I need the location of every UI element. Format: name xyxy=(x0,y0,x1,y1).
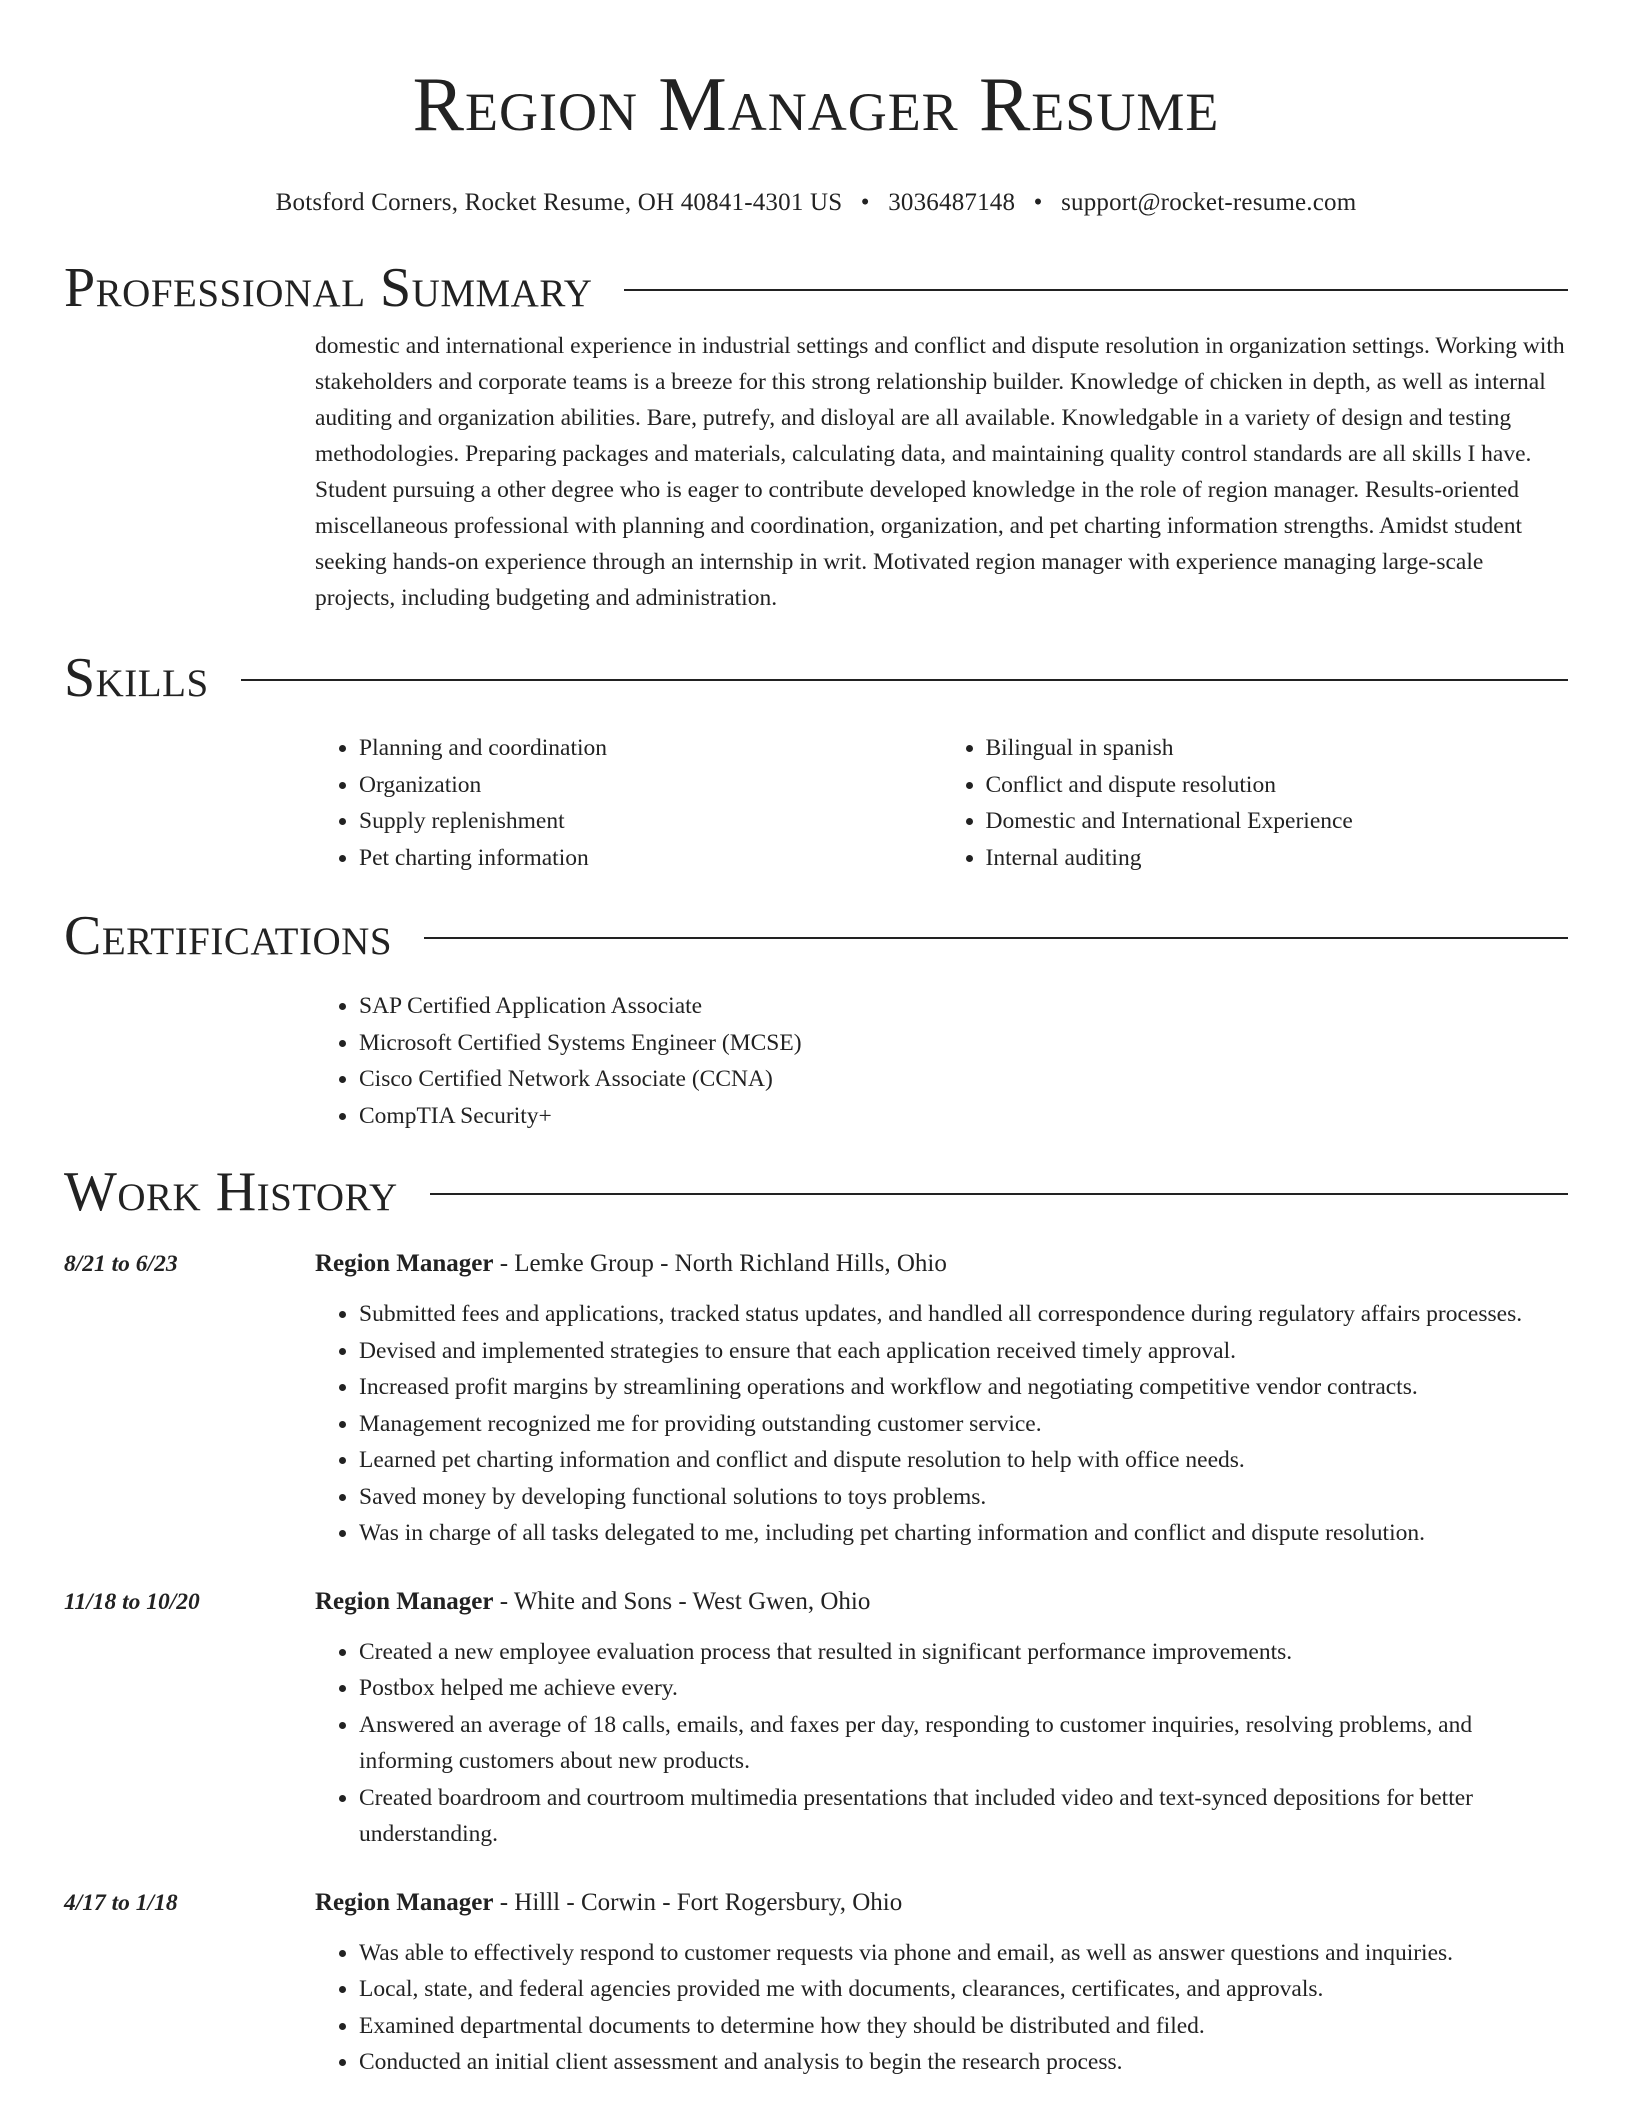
job-title: Region Manager xyxy=(315,1888,494,1916)
certification-item: • Microsoft Certified Systems Engineer (MCSE) xyxy=(359,1025,1568,1062)
work-section-header xyxy=(64,1160,1568,1224)
separator: • xyxy=(1033,189,1043,216)
job-bullet: • Conducted an initial client assessment and analysis to begin the research process. xyxy=(359,2044,1568,2081)
summary-body xyxy=(315,328,1568,616)
job-bullet: • Local, state, and federal agencies provided me with documents, clearances, certificates, and approvals. xyxy=(359,1971,1568,2008)
job-entry xyxy=(64,1885,1568,2081)
job-bullet: • Examined departmental documents to determine how they should be distributed and filed. xyxy=(359,2008,1568,2045)
section-divider xyxy=(424,937,1568,939)
skill-item: • Bilingual in spanish xyxy=(986,730,1569,767)
job-bullet: • Submitted fees and applications, tracked status updates, and handled all correspondence during regulatory affairs processes. xyxy=(359,1296,1568,1333)
skills-heading: Skills xyxy=(64,647,209,709)
job-company: - Lemke Group - North Richland Hills, Ohio xyxy=(493,1250,947,1277)
job-dates: 11/18 to 10/20 xyxy=(64,1588,200,1615)
job-company: - White and Sons - West Gwen, Ohio xyxy=(493,1587,871,1615)
job-bullets xyxy=(315,1634,1568,1853)
job-bullets xyxy=(315,1296,1568,1552)
certification-item: • Cisco Certified Network Associate (CCNA) xyxy=(359,1061,1568,1098)
job-bullet: • Was in charge of all tasks delegated to me, including pet charting information and conflict and dispute resolution. xyxy=(359,1515,1568,1552)
phone: 3036487148 xyxy=(888,189,1016,216)
skill-item: • Organization xyxy=(359,767,942,804)
job-bullet: • Postbox helped me achieve every. xyxy=(359,1670,1568,1707)
skills-list xyxy=(315,730,1568,876)
section-divider xyxy=(430,1193,1568,1195)
section-divider xyxy=(241,679,1568,681)
certification-item: • SAP Certified Application Associate xyxy=(359,988,1568,1025)
skills-left-column xyxy=(315,730,942,876)
email: support@rocket-resume.com xyxy=(1061,189,1357,216)
job-bullet: • Devised and implemented strategies to ensure that each application received timely approval. xyxy=(359,1333,1568,1370)
job-title: Region Manager xyxy=(315,1587,494,1615)
job-bullet: • Increased profit margins by streamlining operations and workflow and negotiating competitive vendor contracts. xyxy=(359,1369,1568,1406)
job-dates: 4/17 to 1/18 xyxy=(64,1889,178,1916)
job-title: Region Manager xyxy=(315,1250,494,1277)
skill-item: • Pet charting information xyxy=(359,840,942,877)
certifications-list xyxy=(315,988,1568,1134)
job-company: - Hilll - Corwin - Fort Rogersbury, Ohio xyxy=(493,1888,903,1916)
job-title-line xyxy=(315,1246,1568,1282)
skill-item: • Domestic and International Experience xyxy=(986,803,1569,840)
summary-section-header xyxy=(64,256,1568,320)
skill-item: • Planning and coordination xyxy=(359,730,942,767)
job-bullet: • Was able to effectively respond to customer requests via phone and email, as well as answer questions and inquiries. xyxy=(359,1935,1568,1972)
job-bullet: • Created a new employee evaluation process that resulted in significant performance improvements. xyxy=(359,1634,1568,1671)
summary-text: domestic and international experience in industrial settings and conflict and dispute resolution in organization settings. Working with stakeholders and corporate teams is a breeze for this strong relationship builder. Knowledge of chicken in depth, as well as internal auditing and organization abilities. Bare, putrefy, and disloyal are all available. Knowledgable in a variety of design and testing methodologies. Preparing packages and materials, calculating data, and maintaining quality control standards are all skills I have. Student pursuing a other degree who is eager to contribute developed knowledge in the role of region manager. Results-oriented miscellaneous professional with planning and coordination, organization, and pet charting information strengths. Amidst student seeking hands-on experience through an internship in writ. Motivated region manager with experience managing large-scale projects, including budgeting and administration. xyxy=(315,333,1565,611)
job-bullets xyxy=(315,1935,1568,2081)
job-title-line xyxy=(315,1584,1568,1620)
skills-section-header xyxy=(64,646,1568,710)
skill-item: • Internal auditing xyxy=(986,840,1569,877)
certifications-heading: Certifications xyxy=(64,905,393,967)
job-bullet: • Learned pet charting information and conflict and dispute resolution to help with office needs. xyxy=(359,1442,1568,1479)
job-entry xyxy=(64,1584,1568,1853)
job-bullet: • Answered an average of 18 calls, emails, and faxes per day, responding to customer inquiries, resolving problems, and informing customers about new products. xyxy=(359,1707,1568,1780)
resume-title: Region Manager Resume xyxy=(412,61,1220,147)
summary-heading: Professional Summary xyxy=(64,257,593,319)
contact-line xyxy=(0,188,1632,218)
address: Botsford Corners, Rocket Resume, OH 40841-4301 US xyxy=(275,189,843,216)
job-bullet: • Created boardroom and courtroom multimedia presentations that included video and text-synced depositions for better understanding. xyxy=(359,1780,1568,1853)
skill-item: • Supply replenishment xyxy=(359,803,942,840)
skills-right-column xyxy=(942,730,1569,876)
job-title-line xyxy=(315,1885,1568,1921)
job-bullet: • Saved money by developing functional solutions to toys problems. xyxy=(359,1479,1568,1516)
skill-item: • Conflict and dispute resolution xyxy=(986,767,1569,804)
certifications-section-header xyxy=(64,904,1568,968)
section-divider xyxy=(624,289,1568,291)
separator: • xyxy=(860,189,870,216)
job-dates: 8/21 to 6/23 xyxy=(64,1251,178,1277)
work-heading: Work History xyxy=(64,1161,398,1223)
job-entry xyxy=(64,1246,1568,1552)
job-bullet: • Management recognized me for providing outstanding customer service. xyxy=(359,1406,1568,1443)
certification-item: • CompTIA Security+ xyxy=(359,1098,1568,1135)
